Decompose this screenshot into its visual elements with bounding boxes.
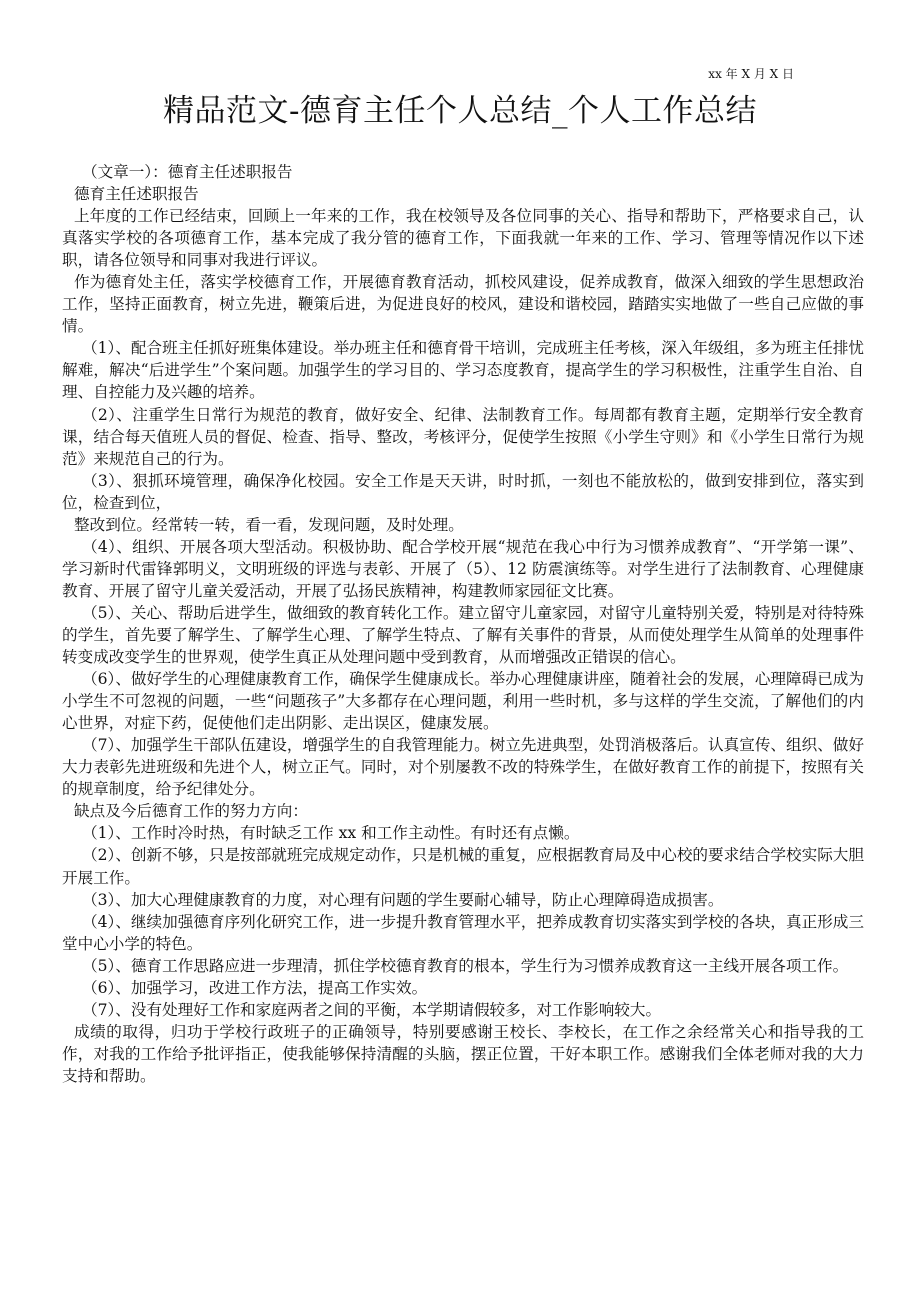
paragraph: （6）、加强学习，改进工作方法，提高工作实效。 — [82, 978, 428, 997]
paragraph: 缺点及今后德育工作的努力方向： — [74, 802, 308, 821]
document-body — [62, 161, 864, 1087]
document-date: xx 年 X 月 X 日 — [708, 67, 794, 81]
paragraph: （2）、创新不够，只是按部就班完成规定动作，只是机械的重复，应根据教育局及中心校的要求结合学校实际大胆开展工作。 — [62, 846, 864, 887]
paragraph: （5）、关心、帮助后进学生，做细致的教育转化工作。建立留守儿童家园，对留守儿童特别关爱，特别是对待特殊的学生，首先要了解学生、了解学生心理、了解学生特点、了解有关事件的背景，从而使处理学生从简单的处理事件转变成改变学生的世界观，使学生真正从处理问题中受到教育，从而增强改正错误的信心。 — [62, 603, 864, 667]
paragraph: （4）、组织、开展各项大型活动。积极协助、配合学校开展“规范在我心中行为习惯养成教育”、“开学第一课”、学习新时代雷锋郭明义，文明班级的评选与表彰、开展了（5）、12 防震演练等。对学生进行了法制教育、心理健康教育、开展了留守儿童关爱活动，开展了弘扬民族精神，构建教师家园征文比赛。 — [62, 537, 864, 600]
paragraph: （7）、没有处理好工作和家庭两者之间的平衡，本学期请假较多，对工作影响较大。 — [82, 1000, 662, 1019]
paragraph: （1）、工作时冷时热，有时缺乏工作 xx 和工作主动性。有时还有点懒。 — [82, 824, 580, 843]
paragraph: （7）、加强学生干部队伍建设，增强学生的自我管理能力。树立先进典型，处罚消极落后。认真宣传、组织、做好大力表彰先进班级和先进个人，树立正气。同时，对个别屡教不改的特殊学生，在做好教育工作的前提下，按照有关的规章制度，给予纪律处分。 — [62, 736, 864, 799]
paragraph: 成绩的取得，归功于学校行政班子的正确领导，特别要感谢王校长、李校长，在工作之余经常关心和指导我的工作，对我的工作给予批评指正，使我能够保持清醒的头脑，摆正位置，干好本职工作。感谢我们全体老师对我的大力支持和帮助。 — [62, 1022, 864, 1085]
paragraph: 整改到位。经常转一转，看一看，发现问题，及时处理。 — [74, 515, 464, 534]
paragraph: （1）、配合班主任抓好班集体建设。举办班主任和德育骨干培训，完成班主任考核，深入年级组，多为班主任排忧解难，解决“后进学生”个案问题。加强学生的学习目的、学习态度教育，提高学生的学习积极性，注重学生自治、自理、自控能力及兴趣的培养。 — [62, 339, 864, 402]
paragraph: （5）、德育工作思路应进一步理清，抓住学校德育教育的根本，学生行为习惯养成教育这一主线开展各项工作。 — [82, 956, 849, 975]
paragraph: （4）、继续加强德育序列化研究工作，进一步提升教育管理水平，把养成教育切实落实到学校的各块，真正形成三堂中心小学的特色。 — [62, 912, 864, 953]
paragraph: 上年度的工作已经结束，回顾上一年来的工作，我在校领导及各位同事的关心、指导和帮助下，严格要求自己，认真落实学校的各项德育工作，基本完成了我分管的德育工作，下面我就一年来的工作、学习、管理等情况作以下述职，请各位领导和同事对我进行评议。 — [62, 207, 864, 270]
paragraph: （文章一）：德育主任述职报告 — [82, 163, 293, 181]
paragraph: （2）、注重学生日常行为规范的教育，做好安全、纪律、法制教育工作。每周都有教育主题，定期举行安全教育课，结合每天值班人员的督促、检查、指导、整改，考核评分，促使学生按照《小学生守则》和《小学生日常行为规范》来规范自己的行为。 — [62, 405, 864, 468]
paragraph: 德育主任述职报告 — [74, 185, 199, 204]
paragraph: 作为德育处主任，落实学校德育工作，开展德育教育活动，抓校风建设，促养成教育，做深入细致的学生思想政治工作，坚持正面教育，树立先进，鞭策后进，为促进良好的校风，建设和谐校园，踏踏实实地做了一些自己应做的事情。 — [62, 273, 864, 336]
paragraph: （3）、加大心理健康教育的力度，对心理有问题的学生要耐心辅导，防止心理障碍造成损害。 — [82, 890, 724, 909]
document-title: 精品范文-德育主任个人总结_个人工作总结 — [163, 93, 757, 129]
paragraph: （3）、狠抓环境管理，确保净化校园。安全工作是天天讲，时时抓，一刻也不能放松的，做到安排到位，落实到位，检查到位， — [62, 471, 864, 512]
paragraph: （6）、做好学生的心理健康教育工作，确保学生健康成长。举办心理健康讲座，随着社会的发展，心理障碍已成为小学生不可忽视的问题，一些“问题孩子”大多都存在心理问题，利用一些时机，多与这样的学生交流，了解他们的内心世界，对症下药，促使他们走出阴影、走出误区，健康发展。 — [62, 670, 864, 733]
